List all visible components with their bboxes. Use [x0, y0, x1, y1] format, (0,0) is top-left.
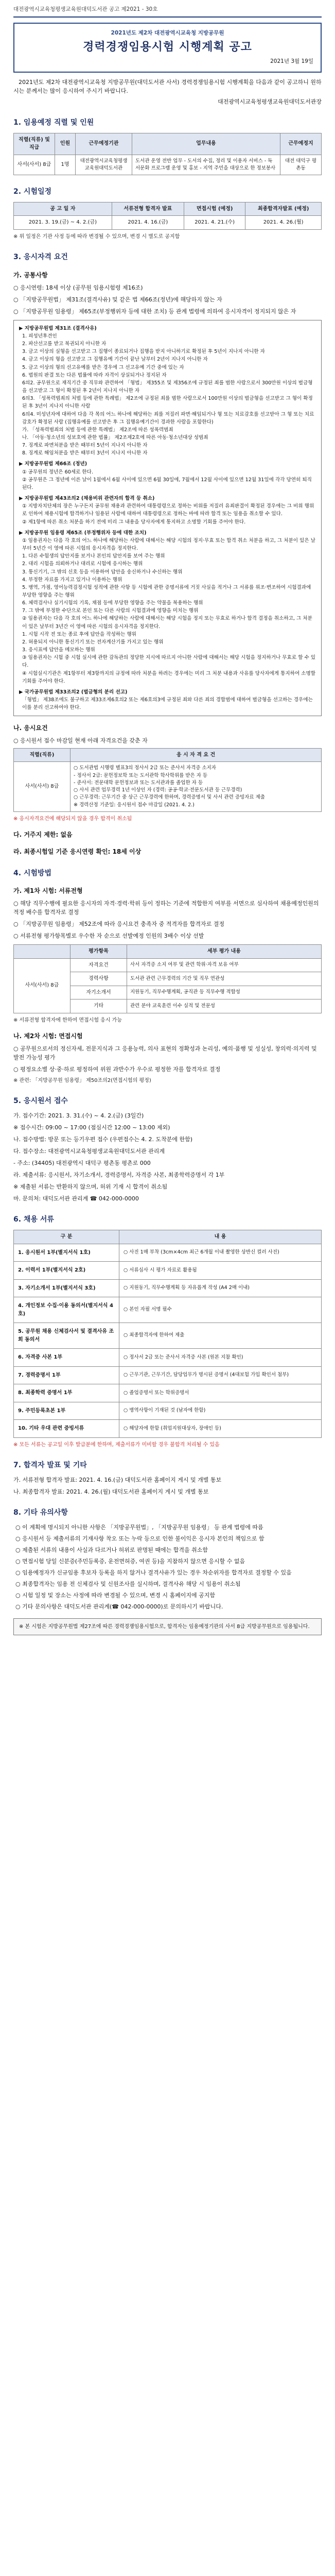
list-item: 가. 서류전형 합격자 발표: 2021. 4. 16.(금) 대덕도서관 홈페이지 게시 및 개별 통보	[13, 1476, 222, 1483]
document-name: 2. 이력서 1부(별지서식 2호)	[14, 1262, 119, 1280]
section-5-title: 5. 응시원서 접수	[13, 1097, 68, 1106]
provision-line: 나. 「아동·청소년의 성보호에 관한 법률」 제2조제2호에 따른 아동·청소년대상 성범죄	[22, 435, 208, 441]
positions-header: 인원	[55, 133, 76, 155]
list-item: ○ 최종합격자는 임용 전 신체검사 및 신원조사를 실시하며, 결격사유 해당 시 임용이 취소됨	[15, 1580, 241, 1587]
provision-line: 6의2. 공무원으로 재직기간 중 직무와 관련하여 「형법」 제355조 및 제356조에 규정된 죄를 범한 사람으로서 300만원 이상의 벌금형을 선고받고 그 형이 확정된 후 2년이 지나지 아니한 자	[22, 380, 313, 394]
document-detail: ○ 사진 1매 부착 (3cm×4cm 최근 6개월 이내 촬영한 상반신 컬러 사진)	[119, 1244, 322, 1262]
schedule-cell: 2021. 3. 19.(금) ~ 4. 2.(금)	[14, 216, 112, 230]
provision-line: 7. 그 밖에 부정한 수단으로 본인 또는 다른 사람의 시험결과에 영향을 미치는 행위	[22, 608, 199, 614]
documents-note: ※ 모든 서류는 공고일 이후 발급분에 한하며, 제출서류가 미비할 경우 불합격 처리될 수 있음	[13, 1442, 220, 1448]
provision-line: 3. 금고 이상의 실형을 선고받고 그 집행이 종료되거나 집행을 받지 아니하기로 확정된 후 5년이 지나지 아니한 자	[22, 349, 265, 355]
table-row	[14, 1323, 322, 1349]
application-list	[13, 1111, 322, 1203]
provision-line: ② 제1항에 따른 취소 처분을 하기 전에 미리 그 내용을 당사자에게 통지하고 소명할 기회를 주어야 한다.	[22, 519, 246, 525]
list-item: ○ 서류전형 평가항목별로 우수한 자 순으로 선발예정 인원의 3배수 이상 선발	[13, 933, 204, 940]
document-detail: ○ 정사서 2급 또는 준사서 자격증 사본 (원본 지참 확인)	[119, 1349, 322, 1367]
notice-subtitle: 2021년도 제2차 대전광역시교육청 지방공무원	[111, 30, 224, 37]
table-row	[14, 216, 322, 230]
document-detail: ○ 병역사항이 기재된 것 (남자에 한함)	[119, 1402, 322, 1420]
table-row	[14, 1420, 322, 1438]
document-name: 1. 응시원서 1부(별지서식 1호)	[14, 1244, 119, 1262]
list-item: 나. 최종합격자 발표: 2021. 4. 26.(월) 대덕도서관 홈페이지 게시 및 개별 통보	[13, 1488, 209, 1495]
document-detail: ○ 졸업증명서 또는 학위증명서	[119, 1384, 322, 1402]
document-name: 7. 경력증명서 1부	[14, 1366, 119, 1384]
document-name: 6. 자격증 사본 1부	[14, 1349, 119, 1367]
provision-line: 2. 허용되지 아니한 통신기기 또는 전자계산기를 가지고 있는 행위	[22, 639, 164, 645]
provision-line: 가. 「성폭력범죄의 처벌 등에 관한 특례법」 제2조에 따른 성폭력범죄	[22, 427, 173, 433]
documents-table	[13, 1230, 322, 1438]
eligibility-title: 나. 응시요건	[13, 724, 48, 732]
table-row	[14, 1244, 322, 1262]
provision-line: ④ 시험실시기관은 제1항부터 제3항까지의 규정에 따라 처분을 하려는 경우에는 미리 그 처분 내용과 사유를 당사자에게 통지하여 소명할 기회를 주어야 한다.	[22, 670, 316, 684]
eligibility-line: ○ 사서 관련 업무경력 1년 이상인 자 (경력: 공공·학교·전문도서관 등 근무경력)	[74, 787, 242, 793]
schedule-note: ※ 위 일정은 기관 사정 등에 따라 변경될 수 있으며, 변경 시 별도로 공지함	[13, 233, 180, 240]
position-duties: 도서관 운영 전반 업무 - 도서의 수집, 정리 및 이용자 서비스 - 독서문화 프로그램 운영 및 홍보 - 지역 주민을 대상으로 한 정보봉사	[132, 155, 280, 175]
table-row	[14, 155, 322, 175]
document-detail: ○ 해당자에 한함 (취업지원대상자, 장애인 등)	[119, 1420, 322, 1438]
footer-note-box: ※ 본 시험은 지방공무원법 제27조에 따른 경력경쟁임용시험으로, 합격자는 임용예정기관의 사서 8급 지방공무원으로 임용됩니다.	[13, 1618, 322, 1636]
list-item: ○ 시험 일정 및 장소는 사정에 따라 변경될 수 있으며, 변경 시 홈페이지에 공지함	[15, 1591, 215, 1599]
eligibility-line: ○ 도서관법 시행령 별표3의 정사서 2급 또는 준사서 자격증 소지자	[74, 765, 216, 771]
provision-title: ▶ 지방공무원 임용령 제65조 (부정행위자 등에 대한 조치)	[19, 530, 147, 536]
evaluation-item: 자격요건	[70, 958, 127, 972]
schedule-table	[13, 202, 322, 230]
interview-list	[13, 1044, 322, 1074]
positions-header: 직렬(직류) 및 직급	[14, 133, 55, 155]
section-6-title: 6. 채용 서류	[13, 1215, 54, 1224]
list-item: 나. 접수방법: 방문 또는 등기우편 접수 (우편접수는 4. 2. 도착분에 한함)	[13, 1136, 193, 1143]
provision-line: ① 공무원의 정년은 60세로 한다.	[22, 469, 93, 475]
section-3-title: 3. 응시자격 요건	[13, 253, 68, 262]
documents-header: 내 용	[119, 1230, 322, 1244]
provision-line: ① 지방자치단체의 장은 누구든지 공무원 채용과 관련하여 대통령령으로 정하는 비위를 저질러 유죄판결이 확정된 경우에는 그 비위 행위로 인하여 채용시험에 합격하거나 임용된 사람에 대하여 대통령령으로 정하는 바에 따라 합격 또는 임용을 취소할 수 있다.	[22, 503, 314, 517]
notice-number-line: 대전광역시교육청평생교육원대덕도서관 공고 제2021 - 30호	[13, 0, 322, 18]
evaluation-header	[14, 945, 70, 959]
results-list	[13, 1476, 322, 1496]
provision-line: 8. 징계로 해임처분을 받은 때부터 3년이 지나지 아니한 자	[22, 450, 148, 456]
eligibility-header: 응 시 자 격 요 건	[70, 748, 322, 762]
positions-header: 근무예정기관	[76, 133, 132, 155]
eligibility-line: - 준사서: 전문대학 문헌정보과 또는 도서관과를 졸업한 자 등	[74, 779, 203, 786]
section-4-title: 4. 시험방법	[13, 869, 52, 877]
evaluation-job: 사서(사서) 8급	[14, 958, 70, 1013]
document-detail: ○ 최종합격자에 한하여 제출	[119, 1323, 322, 1349]
agency-name: 대전광역시교육청평생교육원대덕도서관장	[218, 98, 322, 105]
list-item: ○ 평정요소별 상·중·하로 평정하여 위원 과반수가 우수로 평정한 자를 합격자로 결정	[13, 1065, 221, 1073]
schedule-cell: 2021. 4. 21.(수)	[184, 216, 245, 230]
notice-header-box	[13, 23, 322, 73]
evaluation-header: 평가항목	[70, 945, 127, 959]
document-name: 5. 공무원 채용 신체검사서 및 결격사유 조회 동의서	[14, 1323, 119, 1349]
provision-line: 6의3. 「성폭력범죄의 처벌 등에 관한 특례법」 제2조에 규정된 죄를 범한 사람으로서 100만원 이상의 벌금형을 선고받고 그 형이 확정된 후 3년이 지나지 아니한 사람	[22, 396, 313, 410]
provision-line: 4. 부정한 자료를 가지고 있거나 이용하는 행위	[22, 577, 122, 583]
provision-line: 5. 병역, 가점, 영어능력검정시험 성적에 관한 사항 등 시험에 관한 증명서류에 거짓 사실을 적거나 그 서류를 위조·변조하여 시험결과에 부당한 영향을 주는 행위	[22, 584, 311, 598]
list-item: - 주소: (34405) 대전광역시 대덕구 평촌동 평촌로 000	[13, 1160, 151, 1167]
evaluation-detail: 도서관 관련 근무경력의 기간 및 직무 연관성	[127, 972, 322, 986]
document-detail: ○ 본인 자필 서명 필수	[119, 1297, 322, 1323]
evaluation-table	[13, 944, 322, 1013]
precautions-list	[15, 1523, 322, 1611]
legal-provisions-box	[13, 320, 322, 717]
interview-title: 나. 제2차 시험: 면접시험	[13, 1032, 83, 1040]
list-item: ○ 기타 문의사항은 대덕도서관 관리계(☎ 042-000-0000)로 문의하시기 바랍니다.	[15, 1603, 223, 1610]
common-requirements-title: 가. 공통사항	[13, 272, 48, 279]
evaluation-note: ※ 서류전형 합격자에 한하여 면접시험 응시 가능	[13, 1017, 122, 1023]
evaluation-detail: 사서 자격증 소지 여부 및 관련 학위·자격 보유 여부	[127, 958, 322, 972]
list-item: ○ 제출된 서류의 내용이 사실과 다르거나 허위로 판명된 때에는 합격을 취소함	[15, 1546, 208, 1553]
list-item: ○ 「지방공무원 임용령」 제52조에 따라 응시요건 충족자 중 적격자를 합격자로 결정	[13, 921, 224, 928]
provision-line: 1. 시험 시작 전 또는 종료 후에 답안을 작성하는 행위	[22, 631, 136, 637]
provision-line: 7. 징계로 파면처분을 받은 때부터 5년이 지나지 아니한 자	[22, 443, 148, 449]
evaluation-header: 세부 평가 내용	[127, 945, 322, 959]
notice-date: 2021년 3월 19일	[270, 58, 313, 64]
document-name: 3. 자기소개서 1부(별지서식 3호)	[14, 1279, 119, 1297]
provision-line: 4. 금고 이상의 형을 선고받고 그 집행유예 기간이 끝난 날부터 2년이 지나지 아니한 자	[22, 357, 208, 363]
list-item: ○ 응시원서 등 제출서류의 기재사항 착오 또는 누락 등으로 인한 불이익은 응시자 본인의 책임으로 함	[15, 1535, 265, 1542]
schedule-header: 최종합격자발표 (예정)	[245, 202, 322, 216]
provision-line: 3. 응시표에 답안을 메모하는 행위	[22, 647, 95, 653]
list-item: ○ 「지방공무원법」 제31조(결격사유) 및 같은 법 제66조(정년)에 해당하지 않는 자	[13, 296, 222, 303]
provision-line: 1. 다른 수험생의 답안지를 보거나 본인의 답안지를 보여 주는 행위	[22, 553, 165, 560]
evaluation-item: 경력사항	[70, 972, 127, 986]
provision-line: ③ 임용권자는 시험 중 시험 실시에 관한 감독관의 정당한 지시에 따르지 아니한 사람에 대해서는 해당 시험을 정지하거나 무효로 할 수 있다.	[22, 655, 316, 669]
position-location: 대전 대덕구 평촌동	[280, 155, 322, 175]
age-check: 라. 최종시험일 기준 응시연령 확인: 18세 이상	[13, 848, 142, 856]
list-item: ○ 공무원으로서의 정신자세, 전문지식과 그 응용능력, 의사 표현의 정확성과 논리성, 예의·품행 및 성실성, 창의력·의지력 및 발전 가능성 평가	[13, 1045, 317, 1061]
eligibility-job: 사서(사서) 8급	[14, 762, 70, 812]
list-item: ○ 이 계획에 명시되지 아니한 사항은 「지방공무원법」, 「지방공무원 임용령」 등 관계 법령에 따름	[15, 1523, 263, 1531]
common-requirements-list	[13, 283, 322, 316]
list-item: ※ 제출된 서류는 반환하지 않으며, 허위 기재 시 합격이 취소됨	[13, 1183, 168, 1191]
table-row	[14, 1384, 322, 1402]
table-row	[14, 762, 322, 812]
schedule-cell: 2021. 4. 26.(월)	[245, 216, 322, 230]
list-item: 다. 접수장소: 대전광역시교육청평생교육원대덕도서관 관리계	[13, 1148, 165, 1155]
evaluation-item: 자기소개서	[70, 986, 127, 999]
document-name: 8. 최종학력 증명서 1부	[14, 1384, 119, 1402]
residence-restriction: 다. 거주지 제한: 없음	[13, 831, 73, 839]
eligibility-note: ※ 응시자격요건에 해당되지 않을 경우 합격이 취소됨	[13, 816, 132, 822]
provision-line: 「형법」 제38조에도 불구하고 제33조제6호의2 또는 제6호의3에 규정된 죄와 다른 죄의 경합범에 대하여 벌금형을 선고하는 경우에는 이를 분리 선고하여야 한다.	[22, 697, 313, 711]
eligibility-line: ○ 근무경력: 근무기간 중 상근 근무경력에 한하며, 경력증명서 및 사서 관련 증빙자료 제출	[74, 794, 265, 801]
notice-title: 경력경쟁임용시험 시행계획 공고	[83, 40, 252, 54]
section-1-title: 1. 임용예정 직렬 및 인원	[13, 118, 94, 127]
evaluation-detail: 지원동기, 직무수행계획, 공직관 등 직무수행 적합성	[127, 986, 322, 999]
section-2-title: 2. 시험일정	[13, 188, 52, 196]
section-8-title: 8. 기타 유의사항	[13, 1508, 68, 1517]
table-row	[14, 958, 322, 972]
table-row	[14, 1349, 322, 1367]
position-count: 1명	[55, 155, 76, 175]
document-detail: ○ 서류심사 시 평가 자료로 활용됨	[119, 1262, 322, 1280]
provision-line: 6. 법원의 판결 또는 다른 법률에 따라 자격이 상실되거나 정지된 자	[22, 372, 167, 378]
evaluation-detail: 관련 분야 교육훈련 이수 실적 및 전문성	[127, 999, 322, 1013]
eligibility-table	[13, 748, 322, 812]
positions-header: 근무예정지	[280, 133, 322, 155]
table-row	[14, 1366, 322, 1384]
positions-table	[13, 133, 322, 176]
provision-line: ② 공무원은 그 정년에 이른 날이 1월에서 6월 사이에 있으면 6월 30일에, 7월에서 12월 사이에 있으면 12월 31일에 각각 당연히 퇴직된다.	[22, 477, 312, 490]
schedule-header: 면접시험 (예정)	[184, 202, 245, 216]
eligibility-line: - 정사서 2급: 문헌정보학 또는 도서관학 학사학위를 받은 자 등	[74, 772, 208, 778]
table-row	[14, 1297, 322, 1323]
list-item: 마. 문의처: 대덕도서관 관리계 ☎ 042-000-0000	[13, 1195, 139, 1202]
list-item: ○ 「지방공무원 임용령」 제65조(부정행위자 등에 대한 조치) 등 관계 법령에 의하여 응시자격이 정지되지 않은 자	[13, 308, 296, 315]
list-item: ○ 해당 직무수행에 필요한 응시자의 자격·경력·학위 등이 정하는 기준에 적합한지 여부를 서면으로 심사하여 채용예정인원의 적정 배수를 합격자로 결정	[13, 900, 319, 916]
list-item: 라. 제출서류: 응시원서, 자기소개서, 경력증명서, 자격증 사본, 최종학력증명서 각 1부	[13, 1172, 225, 1179]
table-row	[14, 1262, 322, 1280]
provision-line: 3. 통신기기, 그 밖의 신호 등을 이용하여 답안을 송신하거나 수신하는 행위	[22, 569, 183, 575]
positions-header: 업무내용	[132, 133, 280, 155]
document-name: 9. 주민등록초본 1부	[14, 1402, 119, 1420]
eligibility-conditions	[70, 762, 322, 812]
eligibility-line: ※ 경력산정 기준일: 응시원서 접수 마감일 (2021. 4. 2.)	[74, 802, 195, 808]
provision-line: 1. 피성년후견인	[22, 333, 57, 339]
list-item: ○ 응시연령: 18세 이상 (공무원 임용시험령 제16조)	[13, 284, 143, 291]
eligibility-header: 직렬(직류)	[14, 748, 70, 762]
schedule-cell: 2021. 4. 16.(금)	[112, 216, 184, 230]
provision-title: ▶ 국가공무원법 제33조의2 (벌금형의 분리 선고)	[19, 689, 128, 695]
provision-line: 6. 체력검사나 실기시험의 기록, 채점 등에 부당한 영향을 주는 약물을 복용하는 행위	[22, 600, 203, 606]
list-item: ○ 임용예정자가 신규임용 후보자 등록을 하지 않거나 결격사유가 있는 경우 차순위자를 합격자로 결정할 수 있음	[15, 1569, 292, 1576]
table-row	[14, 1402, 322, 1420]
provision-line: 2. 파산선고를 받고 복권되지 아니한 자	[22, 341, 107, 347]
section-7-title: 7. 합격자 발표 및 기타	[13, 1461, 87, 1470]
document-name: 4. 개인정보 수집·이용 동의서(별지서식 4호)	[14, 1297, 119, 1323]
schedule-header: 공 고 일 자	[14, 202, 112, 216]
interview-law-note: ※ 관련: 「지방공무원 임용령」 제50조의2(면접시험의 평정)	[13, 1077, 151, 1083]
document-detail: ○ 근무기관, 근무기간, 담당업무가 명시된 증명서 (4대보험 가입 확인서 첨부)	[119, 1366, 322, 1384]
provision-line: 6의4. 미성년자에 대하여 다음 각 목의 어느 하나에 해당하는 죄를 저질러 파면·해임되거나 형 또는 치료감호를 선고받아 그 형 또는 치료감호가 확정된 사람 (집행유예를 선고받은 후 그 집행유예기간이 경과한 사람을 포함한다)	[22, 411, 314, 425]
provision-line: 5. 금고 이상의 형의 선고유예를 받은 경우에 그 선고유예 기간 중에 있는 자	[22, 364, 184, 370]
list-item: 가. 접수기간: 2021. 3. 31.(수) ~ 4. 2.(금) (3일간)	[13, 1112, 144, 1120]
table-row	[14, 1279, 322, 1297]
document-detail: ○ 지원동기, 직무수행계획 등 자유롭게 작성 (A4 2매 이내)	[119, 1279, 322, 1297]
provision-line: 2. 대리 시험을 의뢰하거나 대리로 시험에 응시하는 행위	[22, 561, 143, 567]
notice-intro: 2021년도 제2차 대전광역시교육청 지방공무원(대덕도서관 사서) 경력경쟁임용시험 시행계획을 다음과 같이 공고하니 원하시는 분께서는 많이 응시하여 주시기 바랍니다.	[13, 78, 322, 94]
provision-title: ▶ 지방공무원법 제66조 (정년)	[19, 461, 87, 467]
schedule-header: 서류전형 합격자 발표	[112, 202, 184, 216]
position-place: 대전광역시교육청평생교육원대덕도서관	[76, 155, 132, 175]
list-item: ※ 접수시간: 09:00 ~ 17:00 (점심시간 12:00 ~ 13:00 제외)	[13, 1124, 170, 1131]
evaluation-item: 기타	[70, 999, 127, 1013]
list-item: ○ 면접시험 당일 신분증(주민등록증, 운전면허증, 여권 등)을 지참하지 않으면 응시할 수 없음	[15, 1557, 245, 1565]
documents-header: 구 분	[14, 1230, 119, 1244]
eligibility-intro: ○ 응시원서 접수 마감일 현재 아래 자격요건을 갖춘 자	[13, 737, 148, 744]
document-screening-list	[13, 899, 322, 940]
provision-line: ② 임용권자는 다음 각 호의 어느 하나에 해당하는 사람에 대해서는 해당 시험을 정지 또는 무효로 하거나 합격 결정을 취소하고, 그 처분이 있은 날부터 3년간 이 영에 따른 시험의 응시자격을 정지한다.	[22, 616, 312, 630]
document-name: 10. 기타 우대 관련 증빙서류	[14, 1420, 119, 1438]
position-job: 사서(사서) 8급	[14, 155, 55, 175]
provision-title: ▶ 지방공무원법 제31조 (결격사유)	[19, 325, 97, 331]
provision-line: ① 임용권자는 다음 각 호의 어느 하나에 해당하는 사람에 대해서는 해당 시험의 정지·무효 또는 합격 취소 처분을 하고, 그 처분이 있은 날부터 5년간 이 영에 따른 시험의 응시자격을 정지한다.	[22, 537, 315, 552]
provision-title: ▶ 지방공무원법 제43조의2 (채용비위 관련자의 합격 등 취소)	[19, 496, 155, 502]
document-screening-title: 가. 제1차 시험: 서류전형	[13, 887, 83, 895]
